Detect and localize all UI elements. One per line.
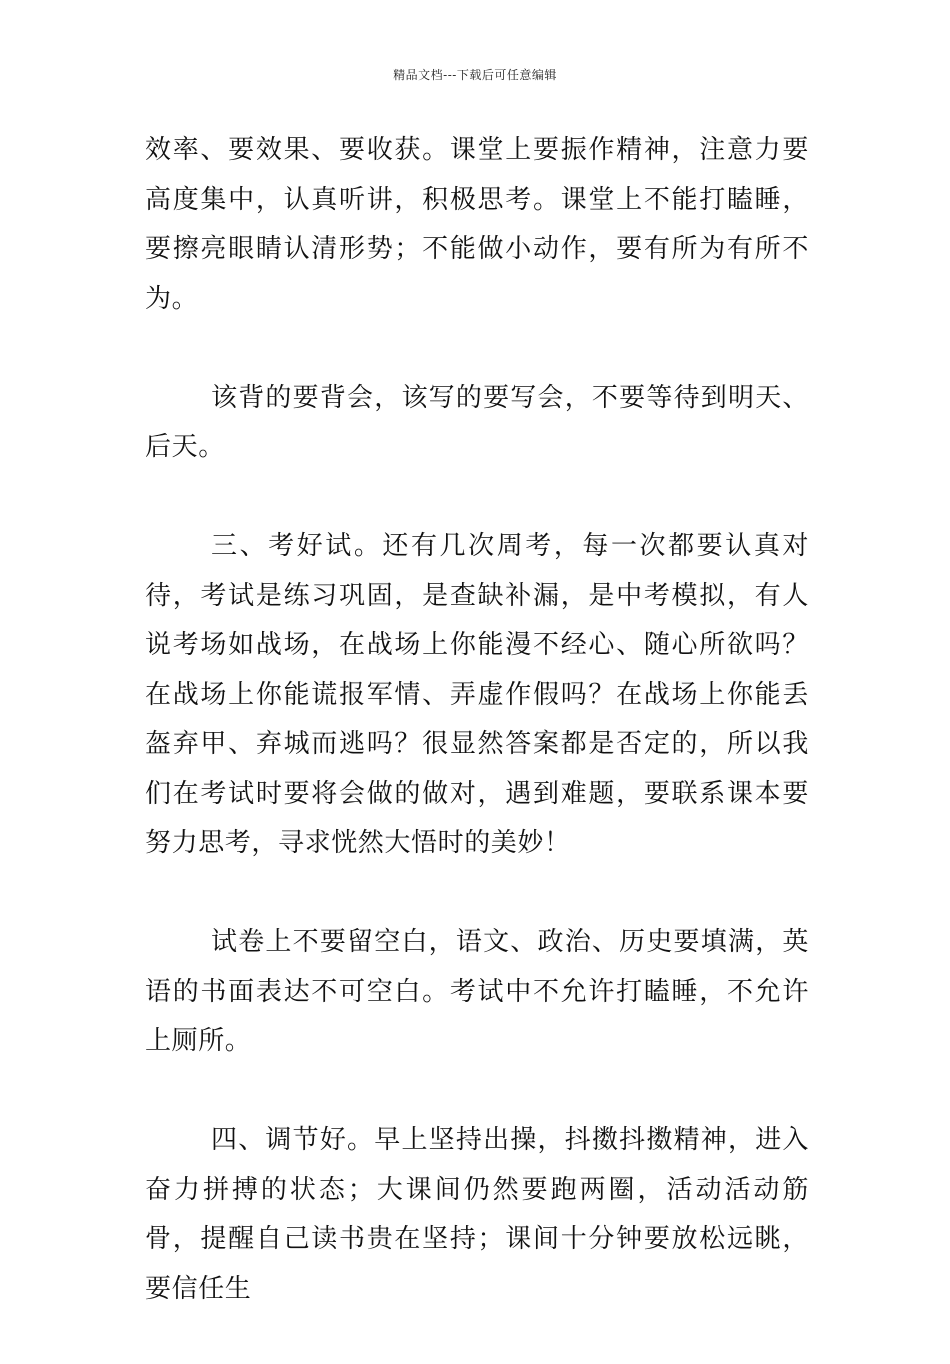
paragraph-4: 试卷上不要留空白，语文、政治、历史要填满，英语的书面表达不可空白。考试中不允许打瞌睡，不允许上厕所。 xyxy=(145,927,809,1056)
page-header: 精品文档---下载后可任意编辑 xyxy=(393,68,557,82)
document-body xyxy=(145,126,809,1364)
paragraph-5: 四、调节好。早上坚持出操，抖擞抖擞精神，进入奋力拼搏的状态；大课间仍然要跑两圈，活动活动筋骨，提醒自己读书贵在坚持；课间十分钟要放松远眺，要信任生 xyxy=(145,1125,809,1304)
paragraph-2: 该背的要背会，该写的要写会，不要等待到明天、后天。 xyxy=(145,382,809,462)
paragraph-1: 效率、要效果、要收获。课堂上要振作精神，注意力要高度集中，认真听讲，积极思考。课堂上不能打瞌睡，要擦亮眼睛认清形势；不能做小动作，要有所为有所不为。 xyxy=(145,135,809,314)
paragraph-3: 三、考好试。还有几次周考，每一次都要认真对待，考试是练习巩固，是查缺补漏，是中考模拟，有人说考场如战场，在战场上你能漫不经心、随心所欲吗？在战场上你能谎报军情、弄虚作假吗？在战场上你能丢盔弃甲、弃城而逃吗？很显然答案都是否定的，所以我们在考试时要将会做的做对，遇到难题，要联系课本要努力思考，寻求恍然大悟时的美妙！ xyxy=(145,531,809,858)
